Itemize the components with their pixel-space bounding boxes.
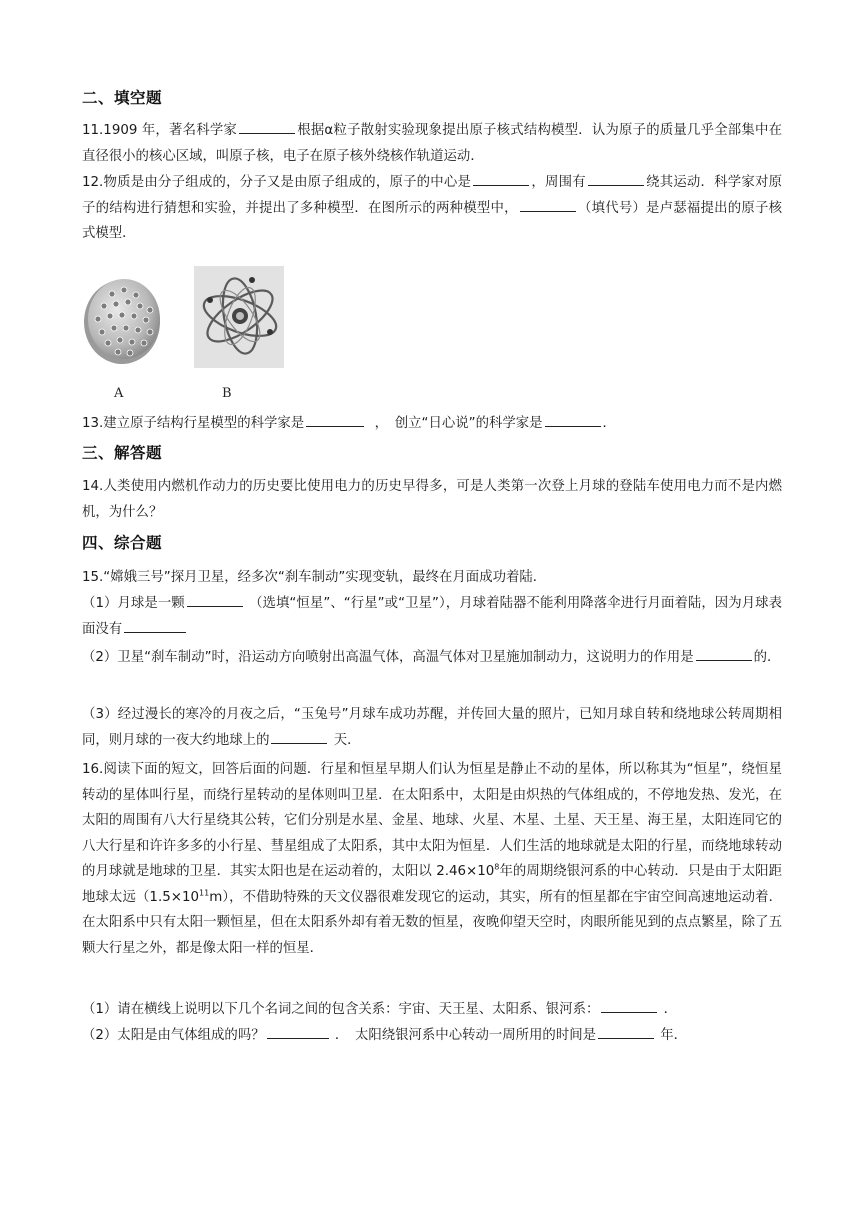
q12-text-d: （填代号）是卢瑟福提出的原子核式模型． [82, 200, 783, 241]
question-11 [82, 118, 782, 169]
q12-text-c: 绕其运动．科学家对原子的结构进行猜想和实验，并提出了多种模型．在图所示的两种模型中， [82, 175, 783, 216]
figure-a-plum-pudding-model [82, 272, 164, 368]
section-heading-fill-in: 二、填空题 [82, 89, 163, 107]
question-12 [82, 170, 782, 247]
q12-blank-3[interactable] [520, 197, 576, 212]
q16-p2-text-c: 年． [660, 1028, 688, 1043]
question-15-part-2 [82, 645, 782, 671]
question-16-part-1 [82, 997, 782, 1023]
q13-text-c: ． [602, 416, 616, 431]
question-15-part-1 [82, 591, 782, 642]
question-15-part-3 [82, 702, 782, 753]
q15-p3-text-b: 天． [333, 732, 361, 748]
question-13 [82, 411, 782, 437]
question-14: 14.人类使用内燃机作动力的历史要比使用电力的历史早得多，可是人类第一次登上月球的登陆车使用电力而不是内燃机，为什么？ [82, 479, 782, 520]
q15-blank-4[interactable] [271, 729, 327, 744]
q16-passage-part-3: m），不借助特殊的天文仪器很难发现它的运动，其实，所有的恒星都在宇宙空间高速地运动着．在太阳系中只有太阳一颗恒星，但在太阳系外却有着无数的恒星，夜晚仰望天空时，肉眼所能见到的点点繁星，除了五颗大行星之外，都是像太阳一样的恒星． [82, 889, 782, 956]
q12-blank-2[interactable] [588, 171, 644, 186]
q16-exponent-1: 8 [494, 862, 500, 872]
q12-text-a: 12.物质是由分子组成的，分子又是由原子组成的，原子的中心是 [82, 175, 472, 190]
figure-b-nuclear-model [194, 266, 284, 368]
q11-text-b: 根据α粒子散射实验现象提出原子核式结构模型．认为原子的质量几乎全部集中在直径很小的核心区域，叫原子核，电子在原子核外绕核作轨道运动． [82, 123, 782, 164]
q15-blank-2[interactable] [124, 618, 186, 633]
q11-blank-1[interactable] [239, 119, 295, 134]
q16-p1-text-a: （1）请在横线上说明以下几个名词之间的包含关系：宇宙、天王星、太阳系、银河系： [82, 1002, 600, 1017]
q16-p1-text-b: ． [663, 1002, 678, 1017]
q16-passage-part-1: 16.阅读下面的短文，回答后面的问题．行星和恒星早期人们认为恒星是静止不动的星体，所以称其为“恒星”，绕恒星转动的星体叫行星，而绕行星转动的星体则叫卫星．在太阳系中，太阳是由炽热的气体组成的，不停地发热、发光，在太阳的周围有八大行星绕其公转，它们分别是水星、金星、地球、火星、木星、土星、天王星、海王星，太阳连同它的八大行星和许许多多的小行星、彗星组成了太阳系，其中太阳为恒星．人们生活的地球就是太阳的行星，而绕地球转动的月球就是地球的卫星．其实太阳也是在运动着的，太阳以 2.46×10 [82, 762, 782, 879]
q16-exponent-2: 11 [199, 888, 210, 898]
q16-blank-3[interactable] [598, 1024, 654, 1039]
q16-blank-1[interactable] [601, 998, 657, 1013]
q13-blank-1[interactable] [306, 412, 364, 427]
q16-blank-2[interactable] [267, 1024, 329, 1039]
q15-p2-text-b: 的． [753, 650, 781, 665]
q11-text-a: 11.1909 年，著名科学家 [82, 123, 238, 138]
q15-blank-1[interactable] [187, 592, 243, 607]
q13-text-a: 13.建立原子结构行星模型的科学家是 [82, 416, 305, 431]
q15-p2-text-a: （2）卫星“刹车制动”时，沿运动方向喷射出高温气体，高温气体对卫星施加制动力，这说明力的作用是 [82, 650, 694, 665]
q13-blank-2[interactable] [545, 412, 601, 427]
section-heading-comprehensive: 四、综合题 [82, 534, 163, 552]
q16-p2-text-b: ． 太阳绕银河系中心转动一周所用的时间是 [334, 1028, 596, 1043]
question-16-passage [82, 757, 782, 961]
q15-p1-text-a: （1）月球是一颗 [82, 596, 185, 611]
q16-p2-text-a: （2）太阳是由气体组成的吗？ [82, 1028, 265, 1043]
q13-text-b: ， 创立“日心说”的科学家是 [374, 416, 543, 431]
q15-p3-text-a: （3）经过漫长的寒冷的月夜之后，“玉兔号”月球车成功苏醒，并传回大量的照片，已知月球自转和绕地球公转周期相同，则月球的一夜大约地球上的 [82, 707, 782, 748]
question-16-part-2 [82, 1023, 782, 1049]
q12-blank-1[interactable] [473, 171, 529, 186]
figure-b-label: B [222, 386, 232, 401]
q15-blank-3[interactable] [696, 646, 752, 661]
figure-a-label: A [114, 386, 124, 401]
q15-p1-text-b: （选填“恒星”、“行星”或“卫星”），月球着陆器不能利用降落伞进行月面着陆，因为月球表面没有 [82, 596, 782, 637]
question-15-stem: 15.“嫦娥三号”探月卫星，经多次“刹车制动”实现变轨，最终在月面成功着陆． [82, 570, 547, 585]
section-heading-answer: 三、解答题 [82, 444, 163, 462]
q16-passage-part-2: 年的周期绕银河系的中心转动．只是由于太阳距地球太远（1.5×10 [82, 864, 782, 905]
q12-text-b: ，周围有 [531, 175, 586, 190]
